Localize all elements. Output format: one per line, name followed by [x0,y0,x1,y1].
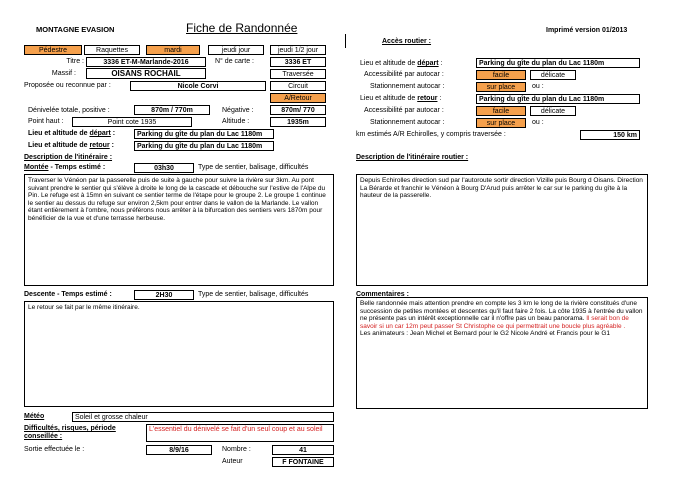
montee-temps: 03h30 [134,163,194,173]
option-traversee[interactable]: Traversée [270,69,326,79]
altitude-value: 1935m [270,117,326,127]
accessibilite-label-1: Accessibilité par autocar : [364,71,444,78]
titre-label: Titre : [66,58,84,65]
accessibilite-facile-2[interactable]: facile [476,106,526,116]
acces-retour-value: Parking du gîte du plan du Lac 1180m [476,94,640,104]
denivele-value: 870m / 770m [134,105,210,115]
negative-value: 870m/ 770 [270,105,326,115]
denivele-label: Dénivelée totale, positive : [28,107,110,114]
stationnement-label-1: Stationnement autocar : [370,83,445,90]
type-jeudi-demi[interactable]: jeudi 1/2 jour [270,45,326,55]
massif-value: OISANS ROCHAIL [86,68,206,79]
stationnement-sur-place-1[interactable]: sur place [476,82,526,92]
difficultes-value: L'essentiel du dénivelé se fait d'un seul coup et au soleil [146,424,334,442]
auteur-label: Auteur [222,458,243,465]
commentaires-text: Belle randonnée mais attention prendre en compte les 3 km le long de la rivière constitués d'une succession de petites montées et descentes qu'il faut faire 2 fois. La côte 1935 à l'entrée du vallon ne présente pas un intérêt exceptionnelle car il n'offre pas un beau panorama. Il serait bon de savoir si un car 12m peut passer St Christophe ce qui permettrait une boucle plus agréable . Les animateurs : Jean Michel et Bernard pour le G2 Nicole André et Francis pour le G1 [356,297,648,409]
page-title: Fiche de Randonnée [186,21,298,35]
retour-value: Parking du gîte du plan du Lac 1180m [134,141,274,151]
sentier-label-descente: Type de sentier, balisage, difficultés [198,291,309,298]
depart-value: Parking du gîte du plan du Lac 1180m [134,129,274,139]
acces-depart-label: Lieu et altitude de départ : [360,60,443,67]
nombre-value: 41 [272,445,334,455]
sortie-label: Sortie effectuée le : [24,446,85,453]
club-name: MONTAGNE EVASION [36,25,115,34]
route-heading: Description de l'itinéraire routier : [356,154,469,161]
meteo-value: Soleil et grosse chaleur [72,412,334,422]
type-pedestre[interactable]: Pédestre [24,45,82,55]
accessibilite-delicate-1[interactable]: délicate [530,70,576,80]
km-label: km estimés A/R Echirolles, y compris traversée : [356,131,506,138]
descente-description: Le retour se fait par le même itinéraire. [24,301,334,407]
route-description: Depuis Echirolles direction sud par l'autoroute sortir direction Vizille puis Bourg d Oisans. Direction La Bérarde et franchir le Vénéon à Bourg D'Arud puis arrêter le car sur le parking du gîte à la hauteur de la passerelle. [356,174,648,286]
option-circuit[interactable]: Circuit [270,81,326,91]
type-mardi[interactable]: mardi [146,45,200,55]
point-haut-label: Point haut : [28,118,64,125]
auteur-value: F FONTAINE [272,457,334,467]
point-haut-value: Point cote 1935 [72,117,192,127]
carte-value: 3336 ET [270,57,326,67]
meteo-label: Météo [24,413,45,420]
km-value: 150 km [580,130,640,140]
accessibilite-delicate-2[interactable]: délicate [530,106,576,116]
titre-value: 3336 ET-M-Marlande-2016 [86,57,206,67]
column-divider [345,34,346,48]
retour-label: Lieu et altitude de retour : [28,142,114,149]
print-version: Imprimé version 01/2013 [546,27,628,34]
montee-description: Traverser le Vénéon par la passerelle puis de suite à gauche pour suivre la rivière sur 3km. Au pont suivant prendre le sentier qui s'élève à droite le long de la cascade et débouche sur l'estive de l'Alpe du Pin. Le refuge est à 15mn en suivant ce sentier terme de l'étape pour le groupe 2. Le groupe 1 continue le sentier au dessus du refuge sur environ 2,5km pour entrer dans le vallon de la Marlande. Le vallon étant entièrement à l'ombre, nous préférons nous arrêter à la bifurcation des sentiers vers 1870m pour bénéficier de la vue et d'une terrasse herbeuse. [24,174,334,286]
altitude-label: Altitude : [222,118,250,125]
descente-label: Descente - Temps estimé : [24,291,112,298]
sentier-label-montee: Type de sentier, balisage, difficultés [198,164,309,171]
accessibilite-label-2: Accessibilité par autocar : [364,107,444,114]
option-aretour[interactable]: A/Retour [270,93,326,103]
acces-retour-label: Lieu et altitude de retour : [360,95,442,102]
acces-depart-value: Parking du gîte du plan du Lac 1180m [476,58,640,68]
ou-label-1: ou : [532,83,544,90]
carte-label: N° de carte : [215,58,254,65]
type-raquettes[interactable]: Raquettes [84,45,140,55]
type-jeudi-jour[interactable]: jeudi jour [208,45,264,55]
acces-heading: Accès routier : [382,38,432,45]
propose-value: Nicole Corvi [130,81,266,91]
propose-label: Proposée ou reconnue par : [24,82,111,89]
difficultes-label: Difficultés, risques, période conseillée : [24,425,116,440]
nombre-label: Nombre : [222,446,251,453]
stationnement-label-2: Stationnement autocar : [370,119,445,126]
massif-label: Massif : [51,70,76,77]
accessibilite-facile-1[interactable]: facile [476,70,526,80]
commentaires-heading: Commentaires : [356,291,409,298]
stationnement-sur-place-2[interactable]: sur place [476,118,526,128]
ou-label-2: ou : [532,119,544,126]
descente-temps: 2H30 [134,290,194,300]
sortie-value: 8/9/16 [146,445,212,455]
depart-label: Lieu et altitude de départ : [28,130,116,137]
negative-label: Négative : [222,107,254,114]
montee-label: Montée - Temps estimé : [24,164,106,171]
itineraire-heading: Description de l'itinéraire : [24,154,113,161]
